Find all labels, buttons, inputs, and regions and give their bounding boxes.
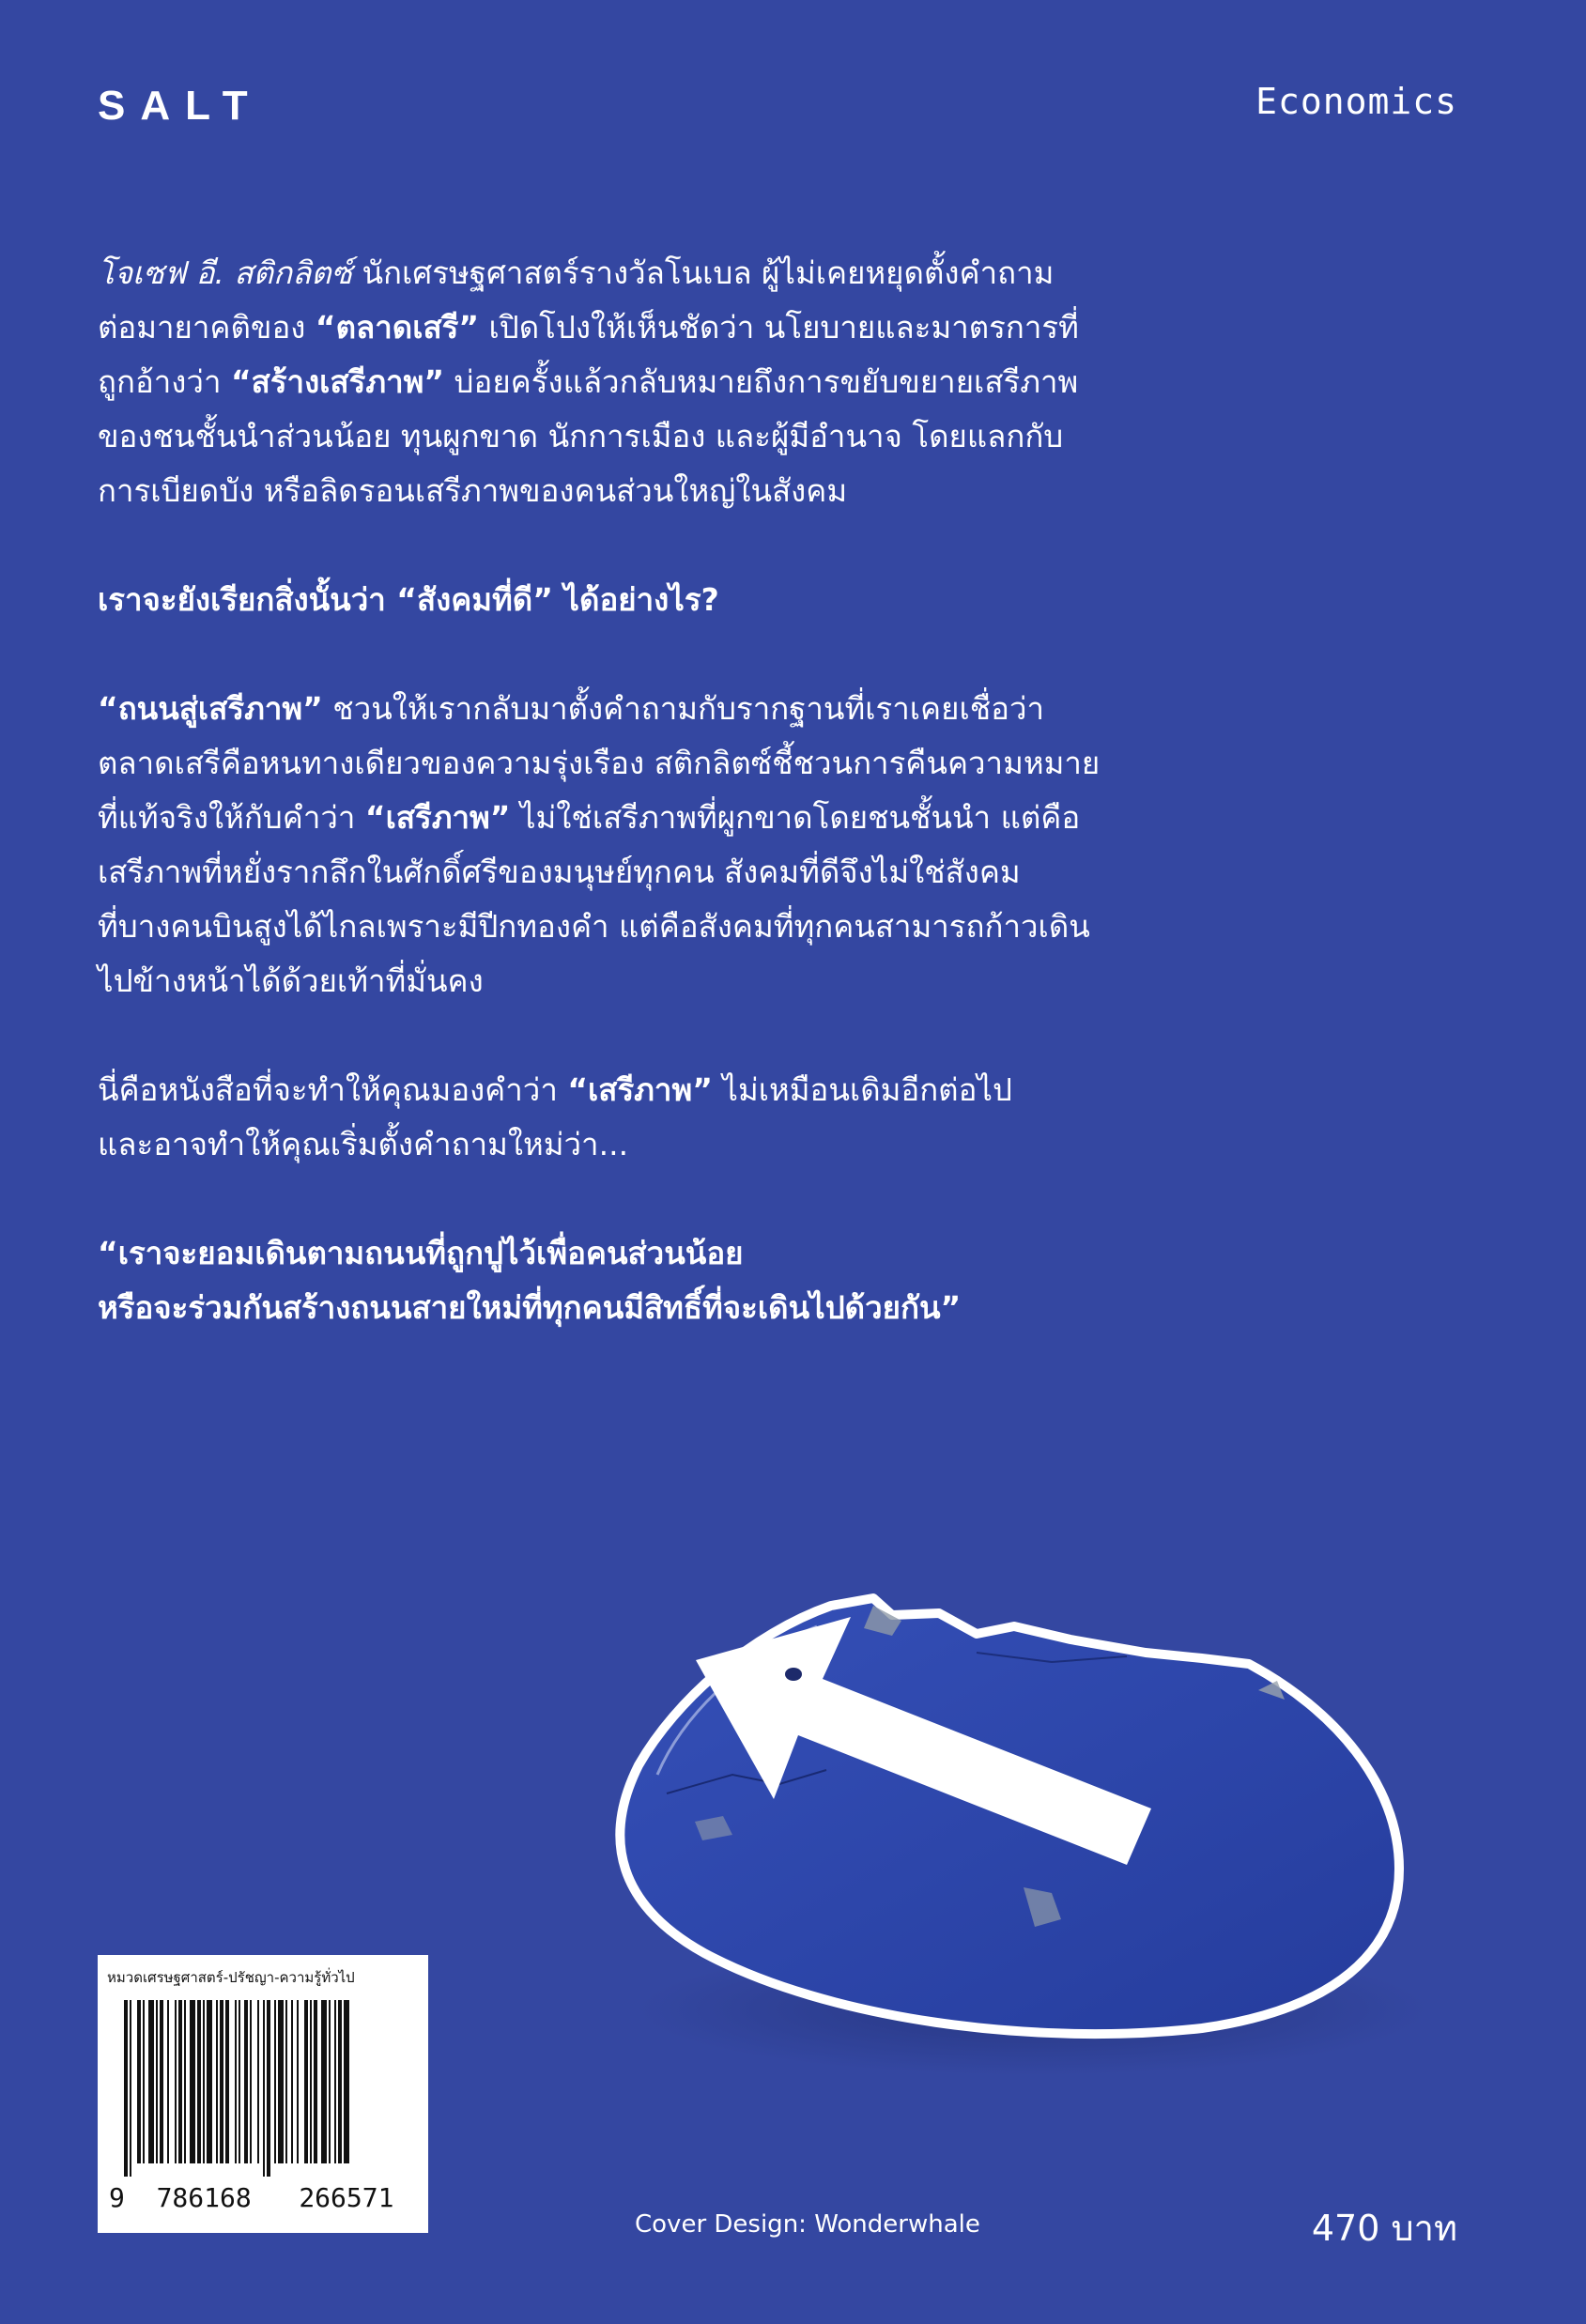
barcode-bar (321, 2000, 327, 2163)
blurb-paragraph-1 (98, 246, 1187, 518)
barcode-bar (263, 2000, 265, 2177)
blurb-text: ที่บางคนบินสูงได้ไกลเพราะมีปีกทองคำ แต่คือสังคมที่ทุกคนสามารถก้าวเดิน (98, 908, 1090, 945)
barcode-bar (278, 2000, 284, 2163)
isbn-group-1: 786168 (156, 2182, 252, 2213)
barcode-bar (156, 2000, 158, 2163)
blurb-text: ไม่ใช่เสรีภาพที่ผูกขาดโดยชนชั้นนำ แต่คือ (510, 799, 1081, 836)
quote-line: หรือจะร่วมกันสร้างถนนสายใหม่ที่ทุกคนมีสิทธิ์ที่จะเดินไปด้วยกัน” (98, 1289, 962, 1326)
barcode-label (98, 1955, 428, 2233)
blurb-text: ตลาดเสรีคือหนทางเดียวของความรุ่งเรือง สติกลิตซ์ชี้ชวนการคืนความหมาย (98, 745, 1101, 781)
barcode-bar (216, 2000, 218, 2163)
barcode-category: หมวดเศรษฐศาสตร์-ปรัชญา-ความรู้ทั่วไป (107, 1969, 355, 1986)
barcode-bar (274, 2000, 276, 2163)
blurb-text: ของชนชั้นนำส่วนน้อย ทุนผูกขาด นักการเมือง และผู้มีอำนาจ โดยแลกกับ (98, 418, 1064, 454)
barcode-bar (291, 2000, 293, 2163)
barcode-bar (124, 2000, 128, 2177)
question-text: เราจะยังเรียกสิ่งนั้นว่า “สังคมที่ดี” ได้อย่างไร? (98, 581, 719, 618)
barcode-bar (267, 2000, 270, 2177)
blurb-paragraph-3 (98, 1063, 1187, 1172)
barcode-bar (137, 2000, 141, 2163)
barcode-bar (197, 2000, 201, 2163)
barcode-bar (239, 2000, 240, 2163)
barcode-bar (178, 2000, 182, 2163)
blurb-text: นี่คือหนังสือที่จะทำให้คุณมองคำว่า (98, 1071, 568, 1108)
emphasis-create-freedom: “สร้างเสรีภาพ” (230, 363, 445, 400)
barcode-bar (304, 2000, 308, 2163)
emphasis-freedom: “เสรีภาพ” (364, 799, 511, 836)
barcode-bar (310, 2000, 312, 2163)
closing-quote (98, 1226, 1187, 1335)
cover-design-credit: Cover Design: Wonderwhale (635, 2210, 980, 2239)
barcode-bar (285, 2000, 287, 2163)
emphasis-freedom-2: “เสรีภาพ” (567, 1071, 713, 1108)
barcode-bar (235, 2000, 237, 2163)
blurb-text: การเบียดบัง หรือลิดรอนเสรีภาพของคนส่วนใหญ่ในสังคม (98, 472, 848, 509)
barcode-bar (160, 2000, 163, 2163)
blurb-text: ชวนให้เรากลับมาตั้งคำถามกับรากฐานที่เราเคยเชื่อว่า (322, 690, 1045, 727)
blurb-text: บ่อยครั้งแล้วกลับหมายถึงการขยับขยายเสรีภาพ (444, 363, 1079, 400)
barcode-bar (148, 2000, 154, 2163)
broken-arrow-road-sign-icon (582, 1559, 1465, 2085)
price-label: 470 บาท (1311, 2208, 1457, 2249)
emphasis-free-market: “ตลาดเสรี” (315, 309, 480, 346)
barcode-bar (334, 2000, 336, 2163)
barcode-bar (250, 2000, 252, 2163)
author-name: โจเซฟ อี. สติกลิตซ์ (98, 254, 352, 291)
barcode-bar (314, 2000, 317, 2163)
blurb-text: ต่อมายาคติของ (98, 309, 316, 346)
blurb-text: และอาจทำให้คุณเริ่มตั้งคำถามใหม่ว่า... (98, 1126, 629, 1162)
back-cover-blurb (98, 246, 1187, 1390)
barcode-bar (143, 2000, 145, 2163)
barcode-bar (190, 2000, 195, 2163)
blurb-text: นักเศรษฐศาสตร์รางวัลโนเบล ผู้ไม่เคยหยุดตั้งคำถาม (352, 254, 1055, 291)
barcode-bar (329, 2000, 331, 2163)
blurb-text: ถูกอ้างว่า (98, 363, 231, 400)
barcode-bar (207, 2000, 212, 2163)
barcode-bar (338, 2000, 342, 2163)
barcode-bar (244, 2000, 248, 2163)
publisher-logo: SALT (98, 83, 263, 129)
isbn-first-digit: 9 (109, 2182, 125, 2213)
category-label: Economics (1255, 81, 1457, 122)
barcode-bar (220, 2000, 223, 2163)
barcode-bar (167, 2000, 169, 2163)
isbn-number (109, 2182, 421, 2213)
barcode-icon (111, 2000, 415, 2177)
quote-line: “เราจะยอมเดินตามถนนที่ถูกปูไว้เพื่อคนส่วนน้อย (98, 1235, 744, 1271)
blurb-text: ที่แท้จริงให้กับคำว่า (98, 799, 365, 836)
blurb-paragraph-2 (98, 682, 1187, 1008)
barcode-bar (203, 2000, 205, 2163)
blurb-text: ไปข้างหน้าได้ด้วยเท้าที่มั่นคง (98, 962, 484, 999)
blurb-text: ไม่เหมือนเดิมอีกต่อไป (712, 1071, 1012, 1108)
barcode-bar (225, 2000, 229, 2163)
isbn-group-2: 266571 (299, 2182, 394, 2213)
emphasis-book-title: “ถนนสู่เสรีภาพ” (98, 690, 323, 727)
barcode-bar (130, 2000, 131, 2177)
blurb-text: เสรีภาพที่หยั่งรากลึกในศักดิ์ศรีของมนุษย์ทุกคน สังคมที่ดีจึงไม่ใช่สังคม (98, 854, 1021, 890)
blurb-question (98, 573, 1187, 627)
barcode-bar (344, 2000, 349, 2163)
blurb-text: เปิดโปงให้เห็นชัดว่า นโยบายและมาตรการที่ (479, 309, 1079, 346)
barcode-bar (297, 2000, 299, 2163)
barcode-bar (257, 2000, 259, 2163)
barcode-bar (175, 2000, 177, 2163)
barcode-bar (184, 2000, 186, 2163)
